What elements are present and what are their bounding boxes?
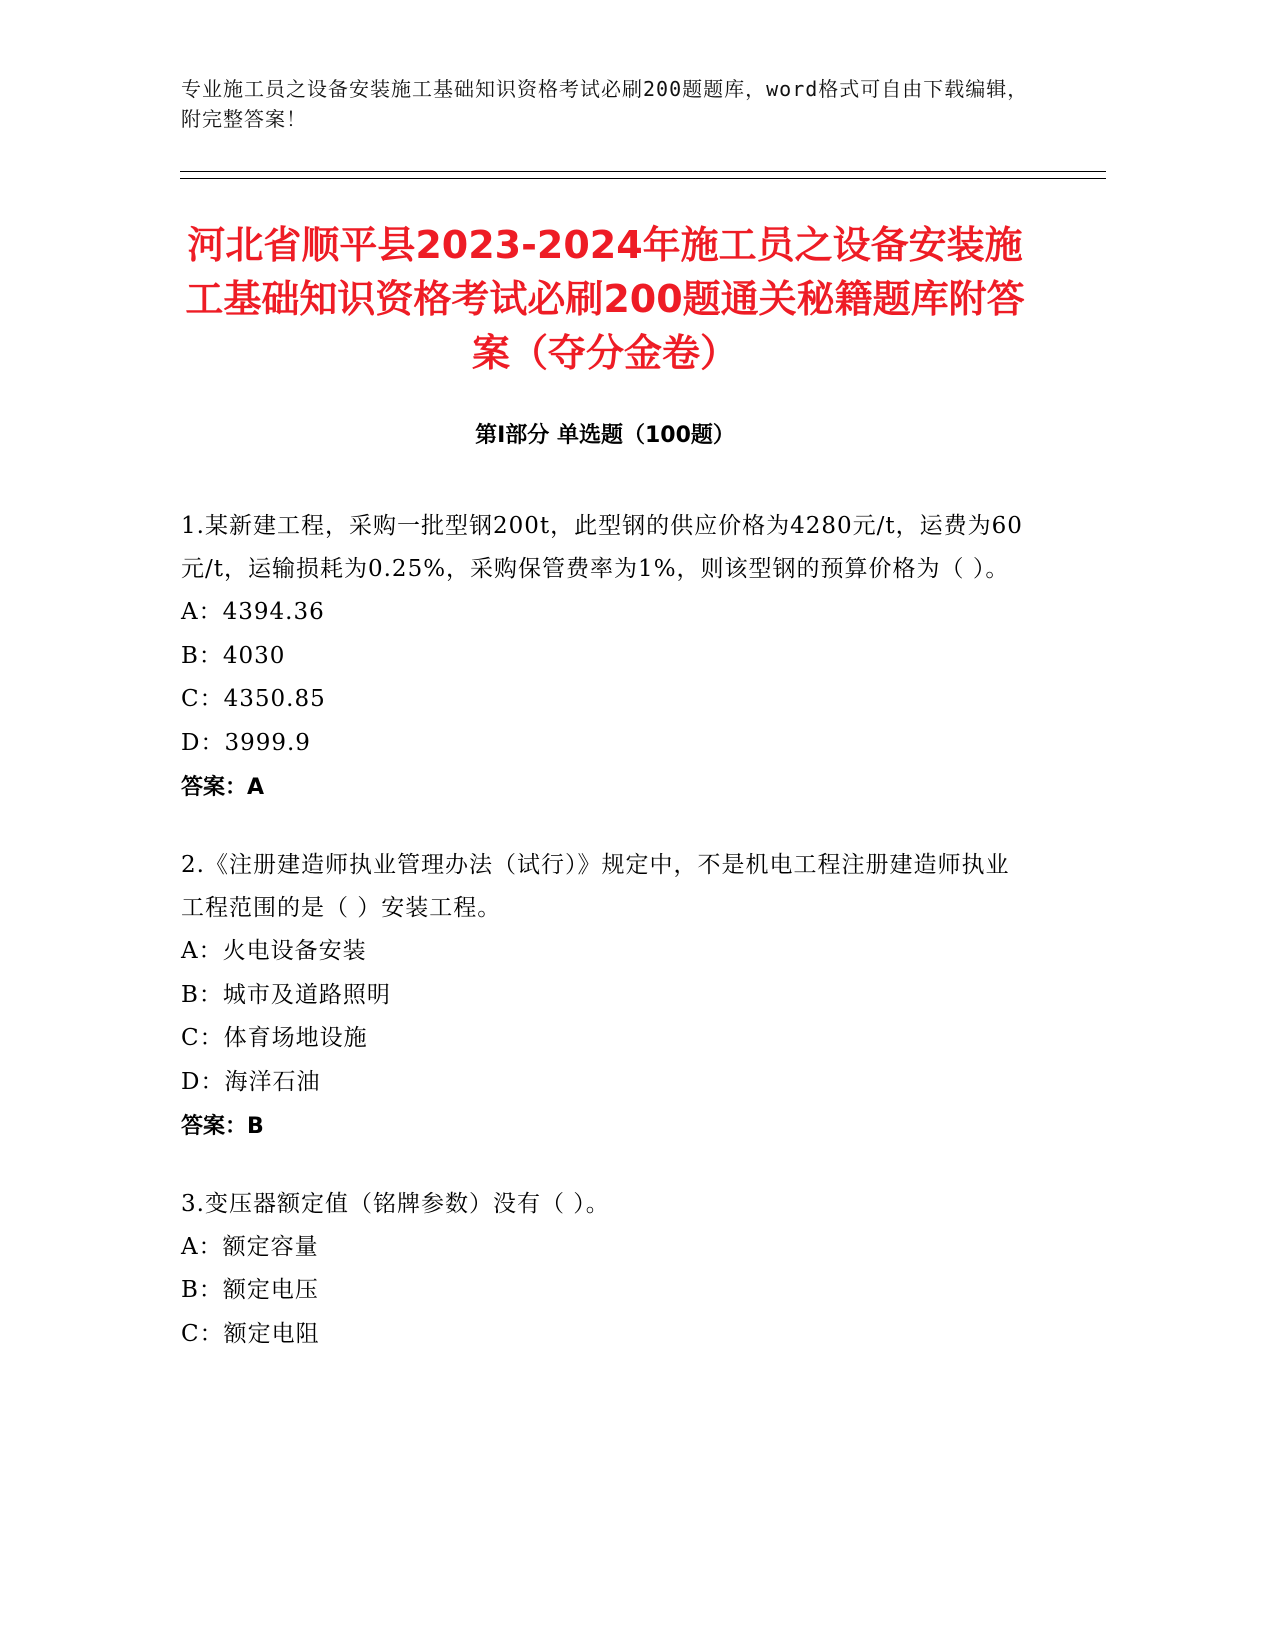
header-note: 专业施工员之设备安装施工基础知识资格考试必刷200题题库，word格式可自由下载编辑，附完整答案！ xyxy=(181,77,1029,131)
option-c: C：额定电阻 xyxy=(181,1321,320,1348)
option-c: C：4350.85 xyxy=(181,686,326,713)
question-3 xyxy=(181,1183,1031,1357)
question-stem: 2.《注册建造师执业管理办法（试行）》规定中，不是机电工程注册建造师执业工程范围的是（ ）安装工程。 xyxy=(181,851,1010,921)
header-divider-bottom xyxy=(180,178,1106,179)
question-2 xyxy=(181,844,1031,1148)
answer: 答案：B xyxy=(181,1113,264,1139)
answer: 答案：A xyxy=(181,774,265,800)
question-list xyxy=(181,505,1031,1392)
option-b: B：城市及道路照明 xyxy=(181,981,391,1008)
option-a: A：额定容量 xyxy=(181,1233,319,1260)
question-stem: 3.变压器额定值（铭牌参数）没有（ ）。 xyxy=(181,1190,610,1217)
option-b: B：额定电压 xyxy=(181,1277,319,1304)
option-d: D：3999.9 xyxy=(181,730,311,757)
header-divider-top xyxy=(180,171,1106,172)
option-c: C：体育场地设施 xyxy=(181,1025,368,1052)
option-b: B：4030 xyxy=(181,642,286,669)
question-1 xyxy=(181,505,1031,809)
option-d: D：海洋石油 xyxy=(181,1068,321,1095)
option-a: A：4394.36 xyxy=(181,599,325,625)
question-stem: 1.某新建工程，采购一批型钢200t，此型钢的供应价格为4280元/t，运费为60元/t，运输损耗为0.25%，采购保管费率为1%，则该型钢的预算价格为（ ）。 xyxy=(181,513,1023,582)
document-title: 河北省顺平县2023-2024年施工员之设备安装施工基础知识资格考试必刷200题通关秘籍题库附答案（夺分金卷） xyxy=(185,223,1025,375)
section-title: 第Ⅰ部分 单选题（100题） xyxy=(475,423,735,448)
option-a: A：火电设备安装 xyxy=(181,937,367,964)
